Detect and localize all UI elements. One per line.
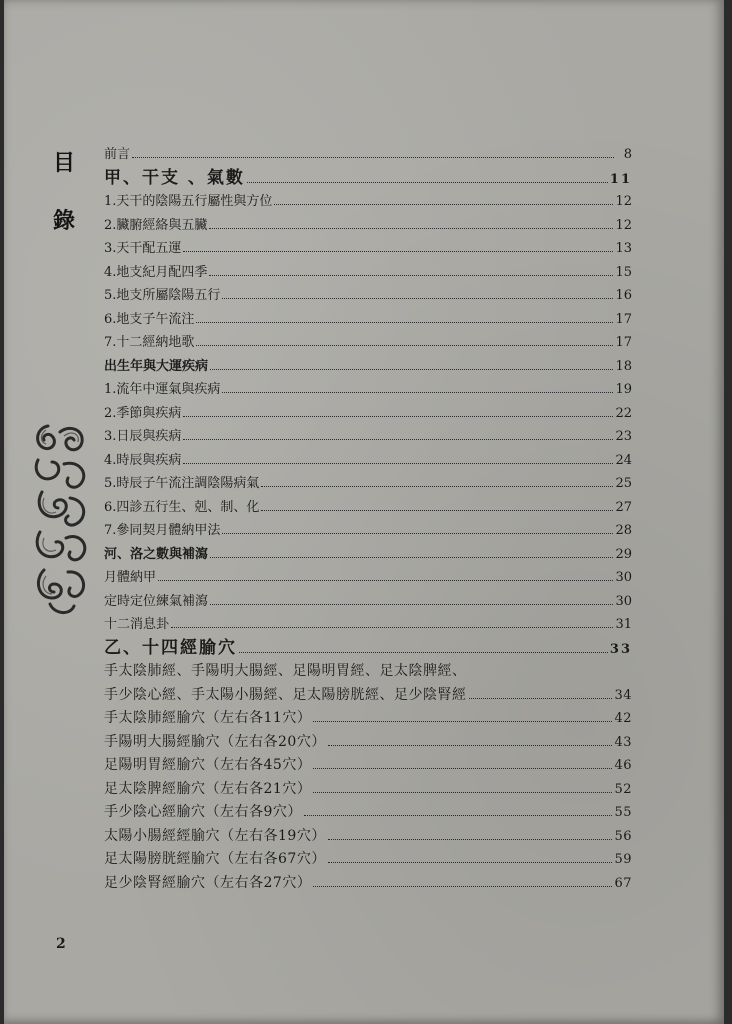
dot-leader [183,438,613,440]
dot-leader [261,485,613,487]
toc-entry[interactable] [104,684,632,708]
toc-entry-label: 定時定位練氣補瀉 [104,593,209,609]
toc-entry-label: 月體納甲 [104,570,157,585]
dot-leader [183,415,613,417]
toc-entry-label: 前言 [104,147,131,162]
toc-part-2[interactable] [104,637,632,661]
toc-entry[interactable] [104,378,632,402]
toc-entry[interactable] [104,754,632,778]
toc-entry-page: 52 [614,781,632,797]
dot-leader [171,626,613,628]
dot-leader [261,509,613,511]
toc-entry-label: 出生年與大運疾病 [104,358,209,374]
toc-entry-page: 16 [615,288,632,303]
toc-entry[interactable] [104,590,632,614]
toc-entry[interactable] [104,284,632,308]
dot-leader [210,556,613,558]
toc-part-1[interactable] [104,167,632,191]
toc-entry[interactable] [104,214,632,238]
toc-entry-label: 7.參同契月體納甲法 [104,523,221,538]
toc-entry-label: 6.四診五行生、剋、制、化 [104,499,260,515]
toc-entry-page: 29 [615,546,632,562]
toc-entry-page: 33 [609,641,632,657]
toc-entry-page: 43 [614,734,632,750]
dot-leader [328,744,613,746]
toc-entry-label: 手少陰心經、手太陽小腸經、足太陽膀胱經、足少陰腎經 [104,686,467,703]
toc-entry-page: 67 [614,875,632,891]
toc-entry[interactable] [104,425,632,449]
toc-entry[interactable] [104,261,632,285]
toc-entry-label: 4.時辰與疾病 [104,452,182,468]
heading-char-1: 目 [52,150,75,176]
toc-entry-label: 足太陰脾經腧穴（左右各21穴） [104,780,312,797]
toc-entry-page: 23 [615,429,632,444]
toc-entry-page: 46 [614,758,632,773]
dot-leader [328,838,613,840]
toc-entry[interactable] [104,707,632,731]
toc-entry-page: 30 [615,593,632,609]
dot-leader [209,227,613,229]
toc-entry-label: 5.地支所屬陰陽五行 [104,288,221,303]
toc-entry[interactable] [104,613,632,637]
toc-entry[interactable] [104,731,632,755]
dot-leader [196,344,613,346]
toc-entry-label: 乙、十四經腧穴 [104,637,237,658]
toc-entry-page: 55 [614,805,632,820]
dot-leader [209,274,613,276]
toc-entry-label: 3.日辰與疾病 [104,429,182,444]
toc-entry-label: 4.地支紀月配四季 [104,264,208,280]
toc-entry-label: 1.天干的陰陽五行屬性與方位 [104,194,273,209]
dot-leader [222,391,613,393]
toc-entry-page: 25 [615,476,632,491]
toc-entry-label: 手少陰心經腧穴（左右各9穴） [104,804,302,820]
page-number: 2 [56,936,66,952]
toc-section[interactable] [104,543,632,567]
toc-entry-page: 11 [609,171,632,187]
dot-leader [132,156,614,158]
toc-entry-label: 2.季節與疾病 [104,405,182,421]
toc-entry-label: 河、洛之數與補瀉 [104,546,209,562]
dot-leader [304,814,613,816]
toc-entry[interactable] [104,496,632,520]
toc-entry[interactable] [104,872,632,896]
toc-entry-label: 足少陰腎經腧穴（左右各27穴） [104,874,312,891]
toc-entry-page: 17 [615,335,632,350]
toc-entry-page: 18 [615,358,632,374]
dot-leader [183,250,613,252]
dot-leader [469,697,613,699]
toc-entry-label: 1.流年中運氣與疾病 [104,382,221,397]
toc-entry-label: 手太陰肺經腧穴（左右各11穴） [104,710,312,726]
toc-entry-page: 24 [615,452,632,468]
toc-entry-label: 足陽明胃經腧穴（左右各45穴） [104,757,312,773]
toc-entry-page: 12 [615,194,632,209]
toc-entry[interactable] [104,519,632,543]
dot-leader [313,767,612,769]
dot-leader [183,462,613,464]
toc-entry[interactable] [104,778,632,802]
toc-entry-page: 42 [614,711,632,726]
toc-entry-label: 手陽明大腸經腧穴（左右各20穴） [104,733,326,750]
toc-entry-page: 17 [615,311,632,327]
table-of-contents [104,143,632,895]
dot-leader [274,203,613,205]
toc-entry[interactable] [104,402,632,426]
toc-entry-label: 3.天干配五運 [104,241,182,256]
toc-entry-page: 59 [614,852,632,867]
dot-leader [222,297,613,299]
toc-entry-label: 2.臟腑經絡與五臟 [104,217,208,233]
toc-entry-label: 十二消息卦 [104,617,170,632]
dot-leader [313,791,612,793]
cloud-scroll-ornament-icon [30,420,92,620]
toc-entry-page: 56 [614,828,632,844]
toc-entry-continued[interactable] [104,660,632,684]
toc-entry[interactable] [104,308,632,332]
toc-entry-label: 5.時辰子午流注調陰陽病氣 [104,476,260,491]
heading-char-2: 錄 [52,208,75,234]
toc-entry-page: 34 [614,687,632,703]
toc-entry-page: 19 [615,382,632,397]
dot-leader [247,181,608,183]
toc-entry[interactable] [104,237,632,261]
toc-entry[interactable] [104,801,632,825]
toc-entry-preface[interactable] [104,143,632,167]
dot-leader [210,368,613,370]
dot-leader [196,321,613,323]
toc-entry-page: 27 [615,499,632,515]
toc-section[interactable] [104,355,632,379]
toc-entry-page: 8 [623,147,632,162]
dot-leader [313,720,612,722]
dot-leader [239,651,608,653]
toc-entry[interactable] [104,825,632,849]
toc-entry[interactable] [104,449,632,473]
toc-entry-page: 22 [615,405,632,421]
toc-entry[interactable] [104,190,632,214]
toc-entry-page: 31 [615,617,632,632]
dot-leader [158,579,613,581]
toc-entry-page: 15 [615,264,632,280]
dot-leader [210,603,613,605]
dot-leader [328,861,613,863]
toc-entry-label: 太陽小腸經經腧穴（左右各19穴） [104,827,326,844]
toc-entry-page: 12 [615,217,632,233]
toc-entry-page: 13 [615,241,632,256]
toc-entry[interactable] [104,331,632,355]
toc-entry-label: 手太陰肺經、手陽明大腸經、足陽明胃經、足太陰脾經、 [104,663,467,679]
dot-leader [313,885,612,887]
toc-entry-page: 30 [615,570,632,585]
toc-entry[interactable] [104,566,632,590]
toc-entry-label: 6.地支子午流注 [104,311,195,327]
toc-entry[interactable] [104,848,632,872]
toc-entry-label: 甲、干支 、氣數 [104,167,245,188]
toc-entry-label: 足太陽膀胱經腧穴（左右各67穴） [104,851,326,867]
toc-entry-label: 7.十二經納地歌 [104,335,195,350]
toc-entry[interactable] [104,472,632,496]
dot-leader [222,532,613,534]
book-page [4,0,724,1024]
toc-entry-page: 28 [615,523,632,538]
